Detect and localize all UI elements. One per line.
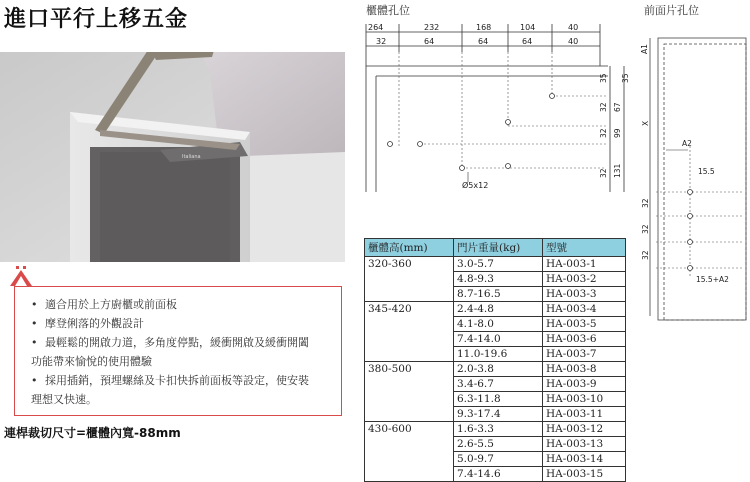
dim-right: 32: [599, 168, 608, 178]
front-dim: X: [641, 120, 650, 126]
feature-item: 功能帶來愉悅的使用體驗: [31, 355, 152, 368]
column-header: 門片重量(kg): [454, 239, 543, 257]
column-header: 型號: [543, 239, 626, 257]
load-cell: 2.0-3.8: [454, 362, 543, 377]
model-cell: HA-003-2: [543, 272, 626, 287]
dim-right: 99: [613, 128, 622, 138]
spec-table: [364, 238, 626, 482]
feature-item: • 摩登俐落的外觀設計: [31, 314, 331, 333]
cabinet-drawing-caption: 櫃體孔位: [366, 4, 410, 17]
load-cell: 1.6-3.3: [454, 422, 543, 437]
load-cell: 9.3-17.4: [454, 407, 543, 422]
load-cell: 11.0-19.6: [454, 347, 543, 362]
dim-right: 32: [599, 128, 608, 138]
table-row: [365, 362, 626, 377]
table-header-row: [365, 239, 626, 257]
model-cell: HA-003-6: [543, 332, 626, 347]
height-range-cell: 320-360: [365, 257, 454, 302]
model-cell: HA-003-8: [543, 362, 626, 377]
load-cell: 7.4-14.0: [454, 332, 543, 347]
hole-marker: [506, 120, 511, 125]
dim-top: 232: [424, 23, 440, 32]
model-cell: HA-003-12: [543, 422, 626, 437]
model-cell: HA-003-13: [543, 437, 626, 452]
dim-second: 32: [376, 37, 387, 46]
photo-label: Italiana: [182, 154, 201, 160]
feature-item: 理想又快速。: [31, 393, 97, 406]
height-range-cell: 345-420: [365, 302, 454, 362]
front-dim: A2: [682, 139, 692, 148]
column-header: 櫃體高(mm): [365, 239, 454, 257]
front-dim: A1: [640, 44, 649, 54]
load-cell: 2.4-4.8: [454, 302, 543, 317]
front-hole-drawing: [636, 16, 750, 322]
hole-size-label: Ø5x12: [462, 181, 489, 190]
front-drawing-caption: 前面片孔位: [644, 4, 699, 17]
front-dim: 32: [641, 198, 650, 208]
feature-item: • 採用插銷，預埋螺絲及卡扣快拆前面板等設定，使安裝: [31, 371, 331, 390]
table-row: [365, 257, 626, 272]
feature-list: [15, 287, 341, 409]
front-dim: 15.5+A2: [696, 275, 729, 284]
cut-size-note: 連桿裁切尺寸=櫃體內寬-88mm: [4, 426, 181, 440]
table-row: [365, 302, 626, 317]
page-title: 進口平行上移五金: [4, 7, 189, 32]
model-cell: HA-003-14: [543, 452, 626, 467]
hole-marker: [688, 240, 693, 245]
feature-item: • 適合用於上方廚櫃或前面板: [31, 295, 331, 314]
model-cell: HA-003-3: [543, 287, 626, 302]
dim-top: 40: [568, 23, 579, 32]
hole-marker: [506, 164, 511, 169]
hole-marker: [550, 94, 555, 99]
load-cell: 8.7-16.5: [454, 287, 543, 302]
model-cell: HA-003-15: [543, 467, 626, 482]
dim-right: 35: [621, 73, 630, 83]
model-cell: HA-003-1: [543, 257, 626, 272]
load-cell: 3.0-5.7: [454, 257, 543, 272]
front-dim: 15.5: [698, 167, 715, 176]
hole-marker: [688, 190, 693, 195]
hole-marker: [688, 266, 693, 271]
height-range-cell: 430-600: [365, 422, 454, 482]
hole-marker: [688, 214, 693, 219]
feature-box: [14, 286, 342, 416]
dim-right: 67: [613, 102, 622, 112]
load-cell: 5.0-9.7: [454, 452, 543, 467]
dim-second: 40: [568, 37, 579, 46]
dim-right: 35: [599, 73, 608, 83]
hole-marker: [388, 142, 393, 147]
dim-second: 64: [522, 37, 533, 46]
front-dim: 32: [641, 224, 650, 234]
cabinet-hole-drawing: [356, 16, 638, 194]
dim-top: 104: [520, 23, 536, 32]
brand-logo-icon: [8, 266, 34, 288]
model-cell: HA-003-7: [543, 347, 626, 362]
load-cell: 4.8-9.3: [454, 272, 543, 287]
height-range-cell: 380-500: [365, 362, 454, 422]
hole-marker: [418, 142, 423, 147]
dim-second: 64: [478, 37, 489, 46]
dim-right: 131: [613, 163, 622, 178]
dim-top: 264: [368, 23, 384, 32]
model-cell: HA-003-10: [543, 392, 626, 407]
product-photo: [0, 52, 345, 262]
model-cell: HA-003-9: [543, 377, 626, 392]
dim-top: 168: [476, 23, 492, 32]
dim-second: 64: [424, 37, 435, 46]
front-dim: 32: [641, 250, 650, 260]
load-cell: 2.6-5.5: [454, 437, 543, 452]
model-cell: HA-003-11: [543, 407, 626, 422]
load-cell: 7.4-14.6: [454, 467, 543, 482]
model-cell: HA-003-4: [543, 302, 626, 317]
load-cell: 4.1-8.0: [454, 317, 543, 332]
load-cell: 6.3-11.8: [454, 392, 543, 407]
table-row: [365, 422, 626, 437]
dim-right: 32: [599, 102, 608, 112]
hole-marker: [460, 166, 465, 171]
feature-item: • 最輕鬆的開啟力道，多角度停點，緩衝開啟及緩衝開闔: [31, 333, 331, 352]
load-cell: 3.4-6.7: [454, 377, 543, 392]
model-cell: HA-003-5: [543, 317, 626, 332]
